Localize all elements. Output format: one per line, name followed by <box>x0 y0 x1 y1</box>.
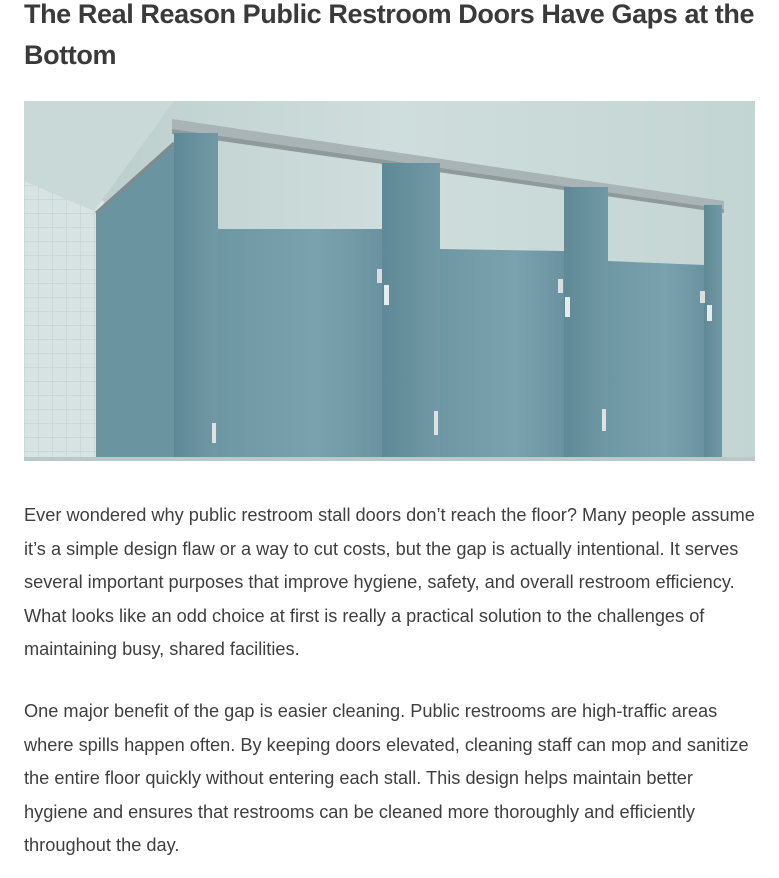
article-paragraph-1: Ever wondered why public restroom stall doors don’t reach the floor? Many people assume it’s a simple design flaw or a way to cut costs, but the gap is actually intentional. It serves several important purposes that improve hygiene, safety, and overall restroom efficiency. What looks like an odd choice at first is really a practical solution to the challenges of maintaining busy, shared facilities. <box>24 505 755 659</box>
article <box>24 0 755 855</box>
article-paragraph-2: One major benefit of the gap is easier cleaning. Public restrooms are high-traffic areas where spills happen often. By keeping doors elevated, cleaning staff can mop and sanitize the entire floor quickly without entering each stall. This design helps maintain better hygiene and ensures that restrooms can be cleaned more thoroughly and efficiently throughout the day. <box>24 701 749 855</box>
article-title: The Real Reason Public Restroom Doors Have Gaps at the Bottom <box>24 0 755 70</box>
hero-image <box>24 101 755 461</box>
